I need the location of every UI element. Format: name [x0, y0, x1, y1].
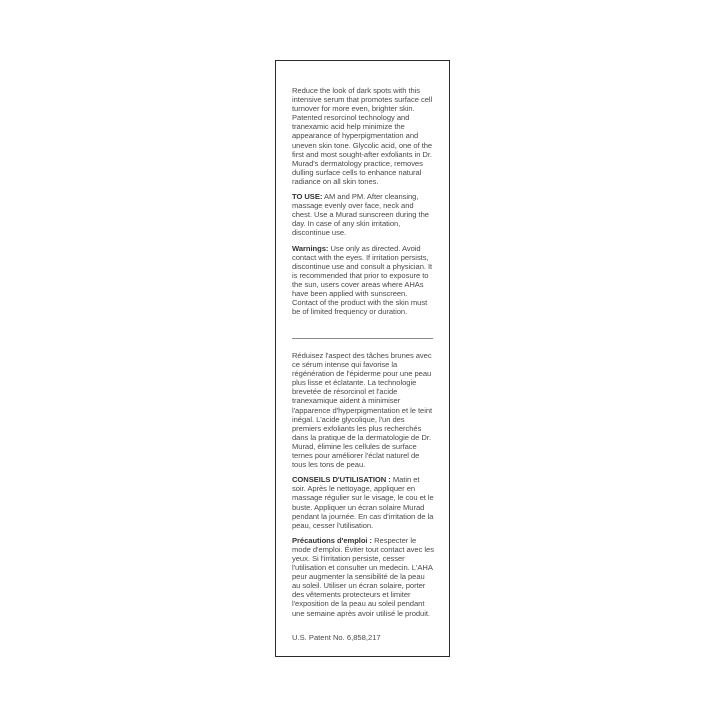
- english-warnings-text: Use only as directed. Avoid contact with the eyes. If irritation persists, discontinue use and consult a physician. It is recommended that prior to exposure to the sun, users cover areas where AHAs have been applied with sunscreen. Contact of the product with the skin must be of limited frequency or duration.: [292, 243, 433, 317]
- french-precautions-label: Précautions d'emploi :: [292, 535, 373, 545]
- english-warnings-label: Warnings:: [292, 243, 329, 253]
- english-usage-text: AM and PM. After cleansing, massage evenly over face, neck and chest. Use a Murad sunscreen during the day. In case of any skin irritation, discontinue use.: [292, 192, 429, 238]
- french-usage-label: CONSEILS D'UTILISATION :: [292, 475, 391, 485]
- french-copy: [292, 351, 434, 624]
- french-precautions-text: Respecter le mode d'emploi. Éviter tout contact avec les yeux. Si l'irritation persiste, cesser l'utilisation et consulter un medecin. L'AHA peur augmenter la sensibilité de la peau au soleil. Utiliser un écran solaire, porter des vêtements protecteurs et limiter l'exposition de la peau au soleil pendant une semaine après avoir utilisé le produit.: [292, 535, 434, 618]
- product-label-panel: [275, 60, 450, 657]
- english-usage-label: TO USE:: [292, 192, 323, 202]
- french-description: Réduisez l'aspect des tâches brunes avec ce sérum intense qui favorise la régénération de l'épiderme pour une peau plus lisse et éclatante. La technologie brevetée de résorcinol et l'acide tranexamique aident à minimiser l'apparence d'hyperpigmentation et le teint inégal. L'acide glycolique, l'un des premiers exfoliants les plus recherchés dans la pratique de la dermatologie de Dr. Murad, élimine les cellules de surface ternes pour améliorer l'éclat naturel de tous les tons de peau.: [292, 351, 433, 470]
- english-warnings: [292, 244, 434, 317]
- french-precautions: [292, 536, 434, 618]
- language-divider: [292, 338, 433, 339]
- english-usage: [292, 192, 434, 237]
- english-copy: [292, 86, 434, 322]
- patent-number: U.S. Patent No. 6,858,217: [292, 633, 381, 642]
- french-usage-text: Matin et soir. Après le nettoyage, appliquer en massage régulier sur le visage, le cou et le buste. Appliquer un écran solaire Murad pendant la journée. En cas d'irritation de la peau, cesser l'utilisation.: [292, 475, 434, 530]
- french-usage: [292, 475, 434, 530]
- english-description: Reduce the look of dark spots with this intensive serum that promotes surface cell turnover for more even, brighter skin. Patented resorcinol technology and tranexamic acid help minimize the appearance of hyperpigmentation and uneven skin tone. Glycolic acid, one of the first and most sought-after exfoliants in Dr. Murad's dermatology practice, removes dulling surface cells to enhance natural radiance on all skin tones.: [292, 86, 433, 186]
